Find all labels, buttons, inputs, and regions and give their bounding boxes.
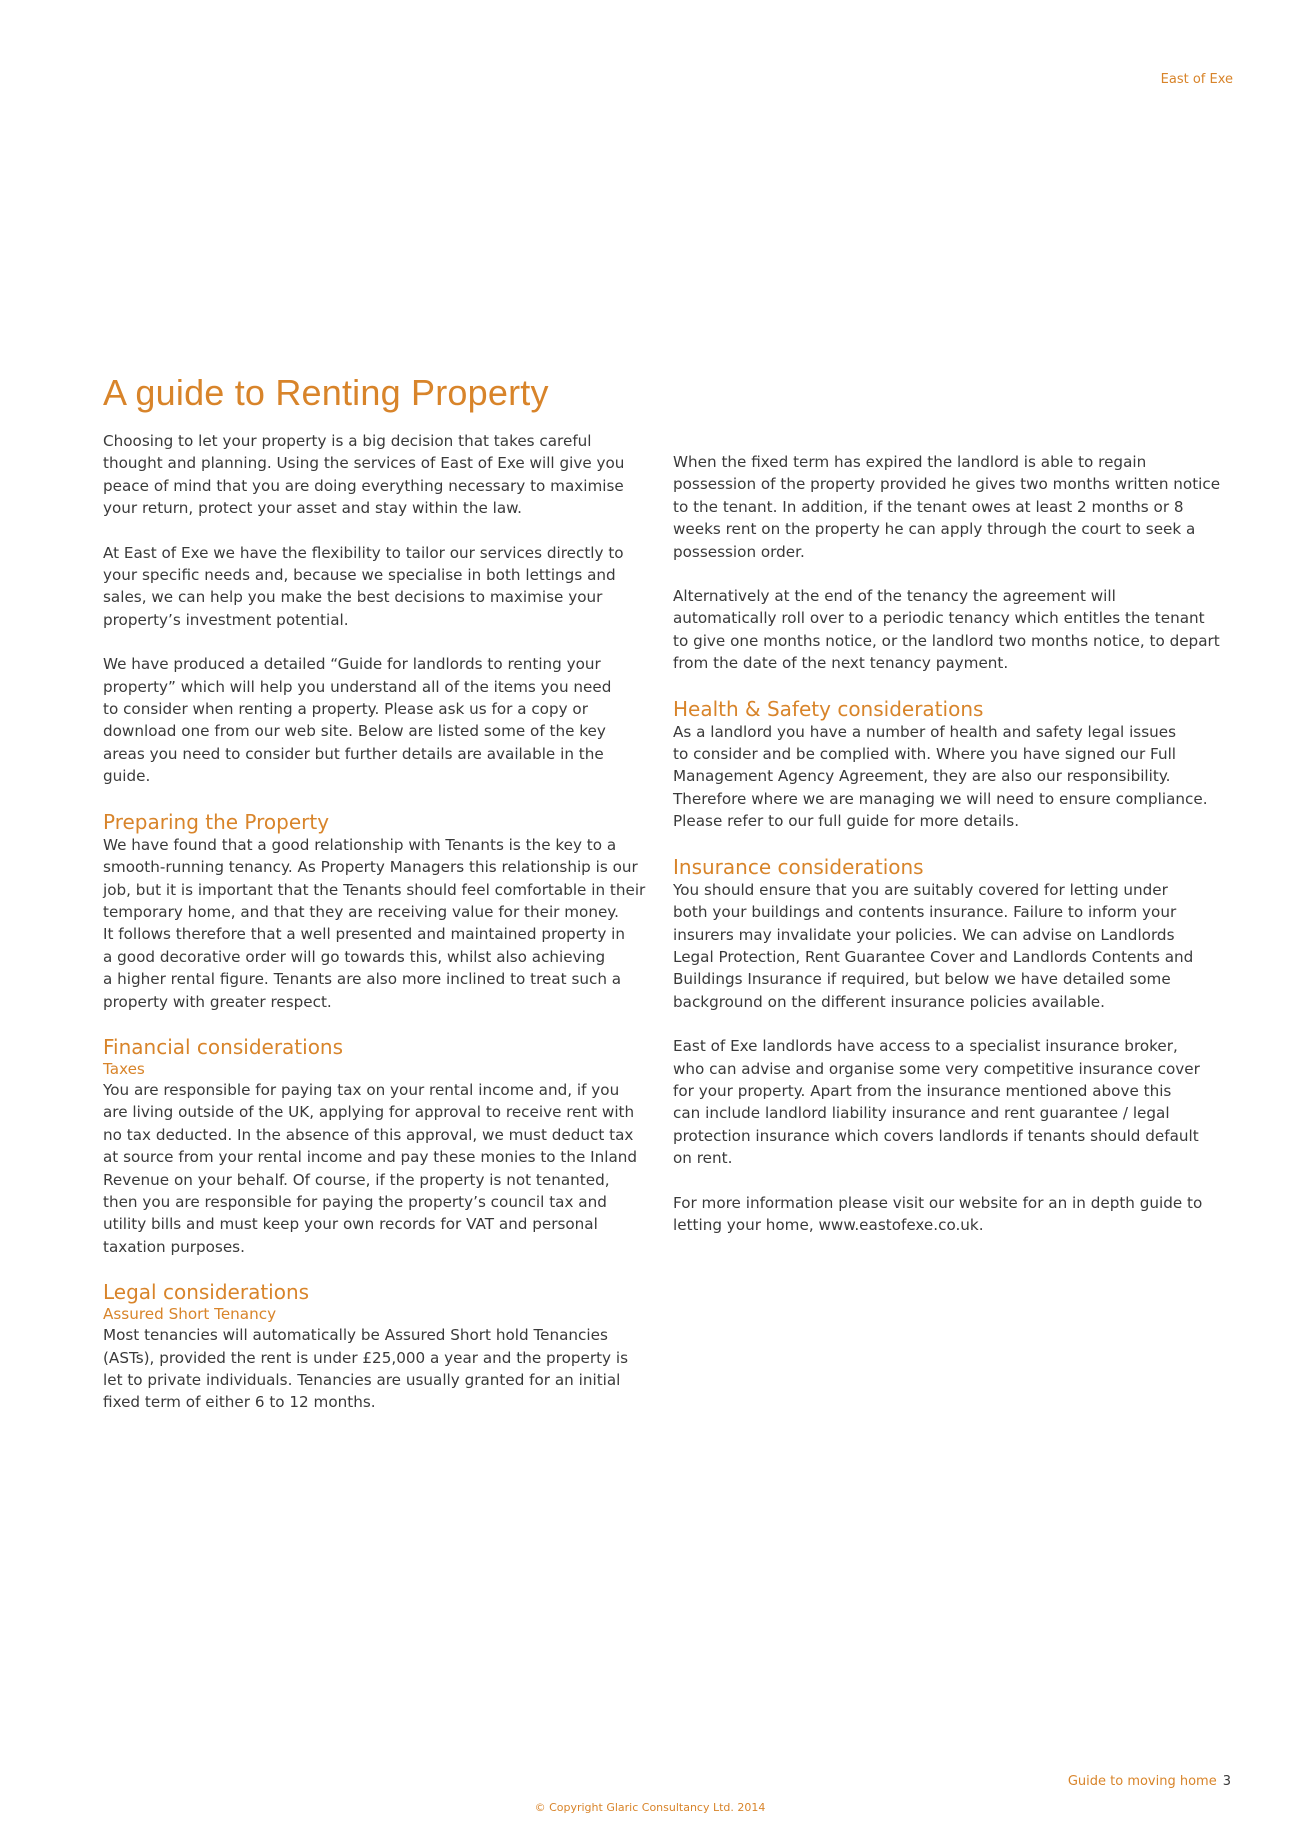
health-heading: Health & Safety considerations <box>673 696 984 721</box>
intro-paragraph-3: We have produced a detailed “Guide for landlords to renting your property” which will help you understand all of the items you need to consider when renting a property. Please ask us for a copy or download one from our web site. Below are listed some of the key areas you need to consider but further details are available in the guide. <box>103 655 612 786</box>
insurance-paragraph-1: You should ensure that you are suitably covered for letting under both your buildings and contents insurance. Failure to inform your insurers may invalidate your policies. We can advise on Landlords Legal Protection, Rent Guarantee Cover and Landlords Contents and Buildings Insurance if required, but below we have detailed some background on the different insurance policies available. <box>673 880 1194 1011</box>
insurance-heading: Insurance considerations <box>673 854 924 879</box>
legal-text: Most tenancies will automatically be Assured Short hold Tenancies (ASTs), provided the rent is under £25,000 a year and the property is let to private individuals. Tenancies are usually granted for an initial fixed term of either 6 to 12 months. <box>103 1326 628 1412</box>
financial-subheading: Taxes <box>103 1059 145 1078</box>
health-text: As a landlord you have a number of health and safety legal issues to consider and be complied with. Where you have signed our Full Management Agency Agreement, they are also our responsibility. Therefore where we are managing we will need to ensure compliance. Please refer to our full guide for more details. <box>673 722 1208 831</box>
page-title: A guide to Renting Property <box>103 372 549 413</box>
section-financial <box>103 1035 663 1258</box>
insurance-paragraph-3: For more information please visit our website for an in depth guide to letting your home, www.eastofexe.co.uk. <box>673 1193 1203 1234</box>
intro-paragraph-2: At East of Exe we have the flexibility to tailor our services directly to your specific needs and, because we specialise in both lettings and sales, we can help you make the best decisions to maximise your property’s investment potential. <box>103 543 624 629</box>
intro-paragraph-1: Choosing to let your property is a big decision that takes careful thought and planning. Using the services of East of Exe will give you peace of mind that you are doing everything necessary to maximise your return, protect your asset and stay within the law. <box>103 432 625 518</box>
legal-heading: Legal considerations <box>103 1280 310 1305</box>
copyright-notice: © Copyright Glaric Consultancy Ltd. 2014 <box>534 1801 766 1814</box>
footer-guide <box>1068 1774 1231 1789</box>
tenancy-paragraph-1: When the fixed term has expired the landlord is able to regain possession of the property provided he gives two months written notice to the tenant. In addition, if the tenant owes at least 2 months or 8 weeks rent on the property he can apply through the court to seek a possession order. <box>673 453 1221 561</box>
page-number: 3 <box>1222 1774 1231 1789</box>
footer-guide-label: Guide to moving home <box>1067 1774 1217 1789</box>
preparing-text: We have found that a good relationship with Tenants is the key to a smooth-running tenancy. As Property Managers this relationship is our job, but it is important that the Tenants should feel comfortable in their temporary home, and that they are receiving value for their money. It follows therefore that a well presented and maintained property in a good decorative order will go towards this, whilst also achieving a higher rental figure. Tenants are also more inclined to treat such a property with greater respect. <box>103 835 646 1011</box>
left-column <box>103 430 663 1436</box>
section-insurance <box>673 855 1233 1237</box>
section-health-safety <box>673 697 1233 833</box>
section-preparing <box>103 810 663 1013</box>
section-legal <box>103 1280 663 1414</box>
financial-heading: Financial considerations <box>103 1034 344 1059</box>
right-column <box>673 451 1233 1258</box>
tenancy-paragraph-2: Alternatively at the end of the tenancy the agreement will automatically roll over to a periodic tenancy which entitles the tenant to give one months notice, or the landlord two months notice, to depart from the date of the next tenancy payment. <box>673 587 1220 673</box>
financial-text: You are responsible for paying tax on your rental income and, if you are living outside of the UK, applying for approval to receive rent with no tax deducted. In the absence of this approval, we must deduct tax at source from your rental income and pay these monies to the Inland Revenue on your behalf. Of course, if the property is not tenanted, then you are responsible for paying the property’s council tax and utility bills and must keep your own records for VAT and personal taxation purposes. <box>103 1080 638 1256</box>
header-brand: East of Exe <box>1160 72 1233 87</box>
insurance-paragraph-2: East of Exe landlords have access to a specialist insurance broker, who can advise and organise some very competitive insurance cover for your property. Apart from the insurance mentioned above this can include landlord liability insurance and rent guarantee / legal protection insurance which covers landlords if tenants should default on rent. <box>673 1037 1200 1168</box>
legal-subheading: Assured Short Tenancy <box>103 1305 277 1324</box>
preparing-heading: Preparing the Property <box>103 809 330 834</box>
